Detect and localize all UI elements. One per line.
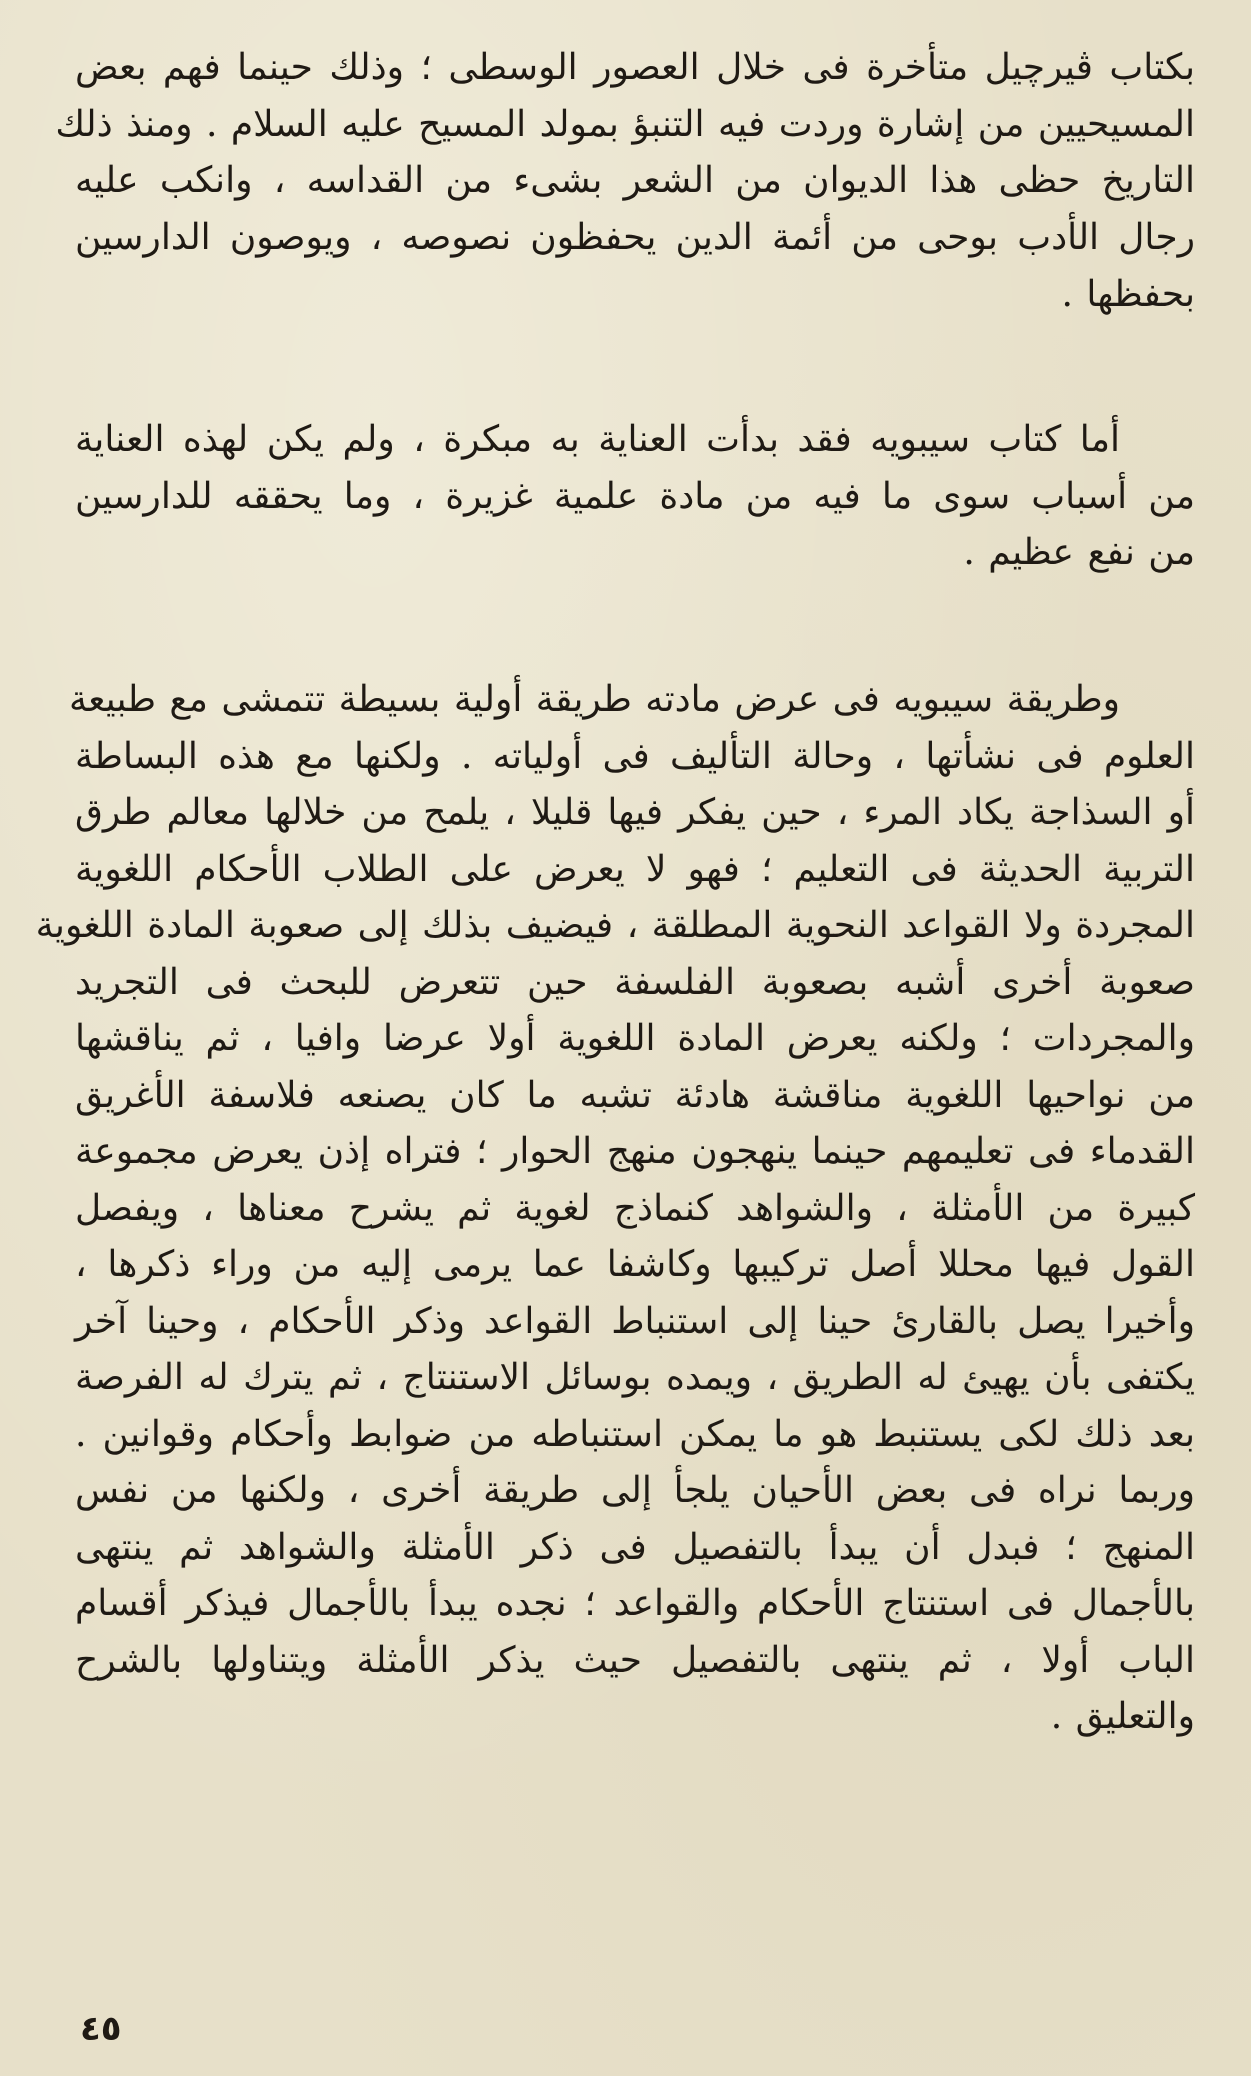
text-line: العلوم فى نشأتها ، وحالة التأليف فى أولياته . ولكنها مع هذه البساطة: [75, 736, 1195, 777]
text-line: التاريخ حظى هذا الديوان من الشعر بشىء من القداسه ، وانكب عليه: [75, 160, 1195, 201]
text-line: أما كتاب سيبويه فقد بدأت العناية به مبكرة ، ولم يكن لهذه العناية: [75, 419, 1120, 460]
text-line: وربما نراه فى بعض الأحيان يلجأ إلى طريقة أخرى ، ولكنها من نفس: [75, 1470, 1195, 1511]
text-line: المنهج ؛ فبدل أن يبدأ بالتفصيل فى ذكر الأمثلة والشواهد ثم ينتهى: [75, 1527, 1195, 1568]
text-line: التربية الحديثة فى التعليم ؛ فهو لا يعرض على الطلاب الأحكام اللغوية: [75, 849, 1195, 890]
text-line: وطريقة سيبويه فى عرض مادته طريقة أولية بسيطة تتمشى مع طبيعة: [68, 679, 1120, 720]
text-line: والمجردات ؛ ولكنه يعرض المادة اللغوية أولا عرضا وافيا ، ثم يناقشها: [75, 1018, 1195, 1059]
text-line: من نواحيها اللغوية مناقشة هادئة تشبه ما كان يصنعه فلاسفة الأغريق: [75, 1075, 1195, 1116]
text-line: رجال الأدب بوحى من أئمة الدين يحفظون نصوصه ، ويوصون الدارسين: [75, 217, 1195, 258]
text-line: بعد ذلك لكى يستنبط هو ما يمكن استنباطه من ضوابط وأحكام وقوانين .: [75, 1414, 1195, 1455]
text-line: وأخيرا يصل بالقارئ حينا إلى استنباط القواعد وذكر الأحكام ، وحينا آخر: [75, 1301, 1195, 1342]
text-line: القول فيها محللا أصل تركيبها وكاشفا عما يرمى إليه من وراء ذكرها ،: [75, 1244, 1195, 1285]
text-line: بحفظها .: [1061, 274, 1195, 315]
text-line: الباب أولا ، ثم ينتهى بالتفصيل حيث يذكر الأمثلة ويتناولها بالشرح: [75, 1640, 1195, 1681]
text-line: من أسباب سوى ما فيه من مادة علمية غزيرة ، وما يحققه للدارسين: [75, 476, 1195, 517]
text-line: المسيحيين من إشارة وردت فيه التنبؤ بمولد المسيح عليه السلام . ومنذ ذلك: [55, 104, 1195, 145]
text-line: والتعليق .: [1050, 1696, 1195, 1737]
text-line: بكتاب ڤيرچيل متأخرة فى خلال العصور الوسطى ؛ وذلك حينما فهم بعض: [75, 47, 1195, 88]
text-line: كبيرة من الأمثلة ، والشواهد كنماذج لغوية ثم يشرح معناها ، ويفصل: [75, 1188, 1196, 1229]
text-line: من نفع عظيم .: [963, 532, 1195, 573]
text-line: بالأجمال فى استنتاج الأحكام والقواعد ؛ نجده يبدأ بالأجمال فيذكر أقسام: [75, 1583, 1195, 1624]
text-line: القدماء فى تعليمهم حينما ينهجون منهج الحوار ؛ فتراه إذن يعرض مجموعة: [75, 1131, 1195, 1172]
text-line: المجردة ولا القواعد النحوية المطلقة ، فيضيف بذلك إلى صعوبة المادة اللغوية: [35, 905, 1195, 946]
text-line: يكتفى بأن يهيئ له الطريق ، ويمده بوسائل الاستنتاج ، ثم يترك له الفرصة: [75, 1357, 1195, 1398]
page-number: ٤٥: [80, 2009, 122, 2049]
text-line: أو السذاجة يكاد المرء ، حين يفكر فيها قليلا ، يلمح من خلالها معالم طرق: [75, 792, 1195, 833]
text-line: صعوبة أخرى أشبه بصعوبة الفلسفة حين تتعرض للبحث فى التجريد: [75, 962, 1195, 1003]
